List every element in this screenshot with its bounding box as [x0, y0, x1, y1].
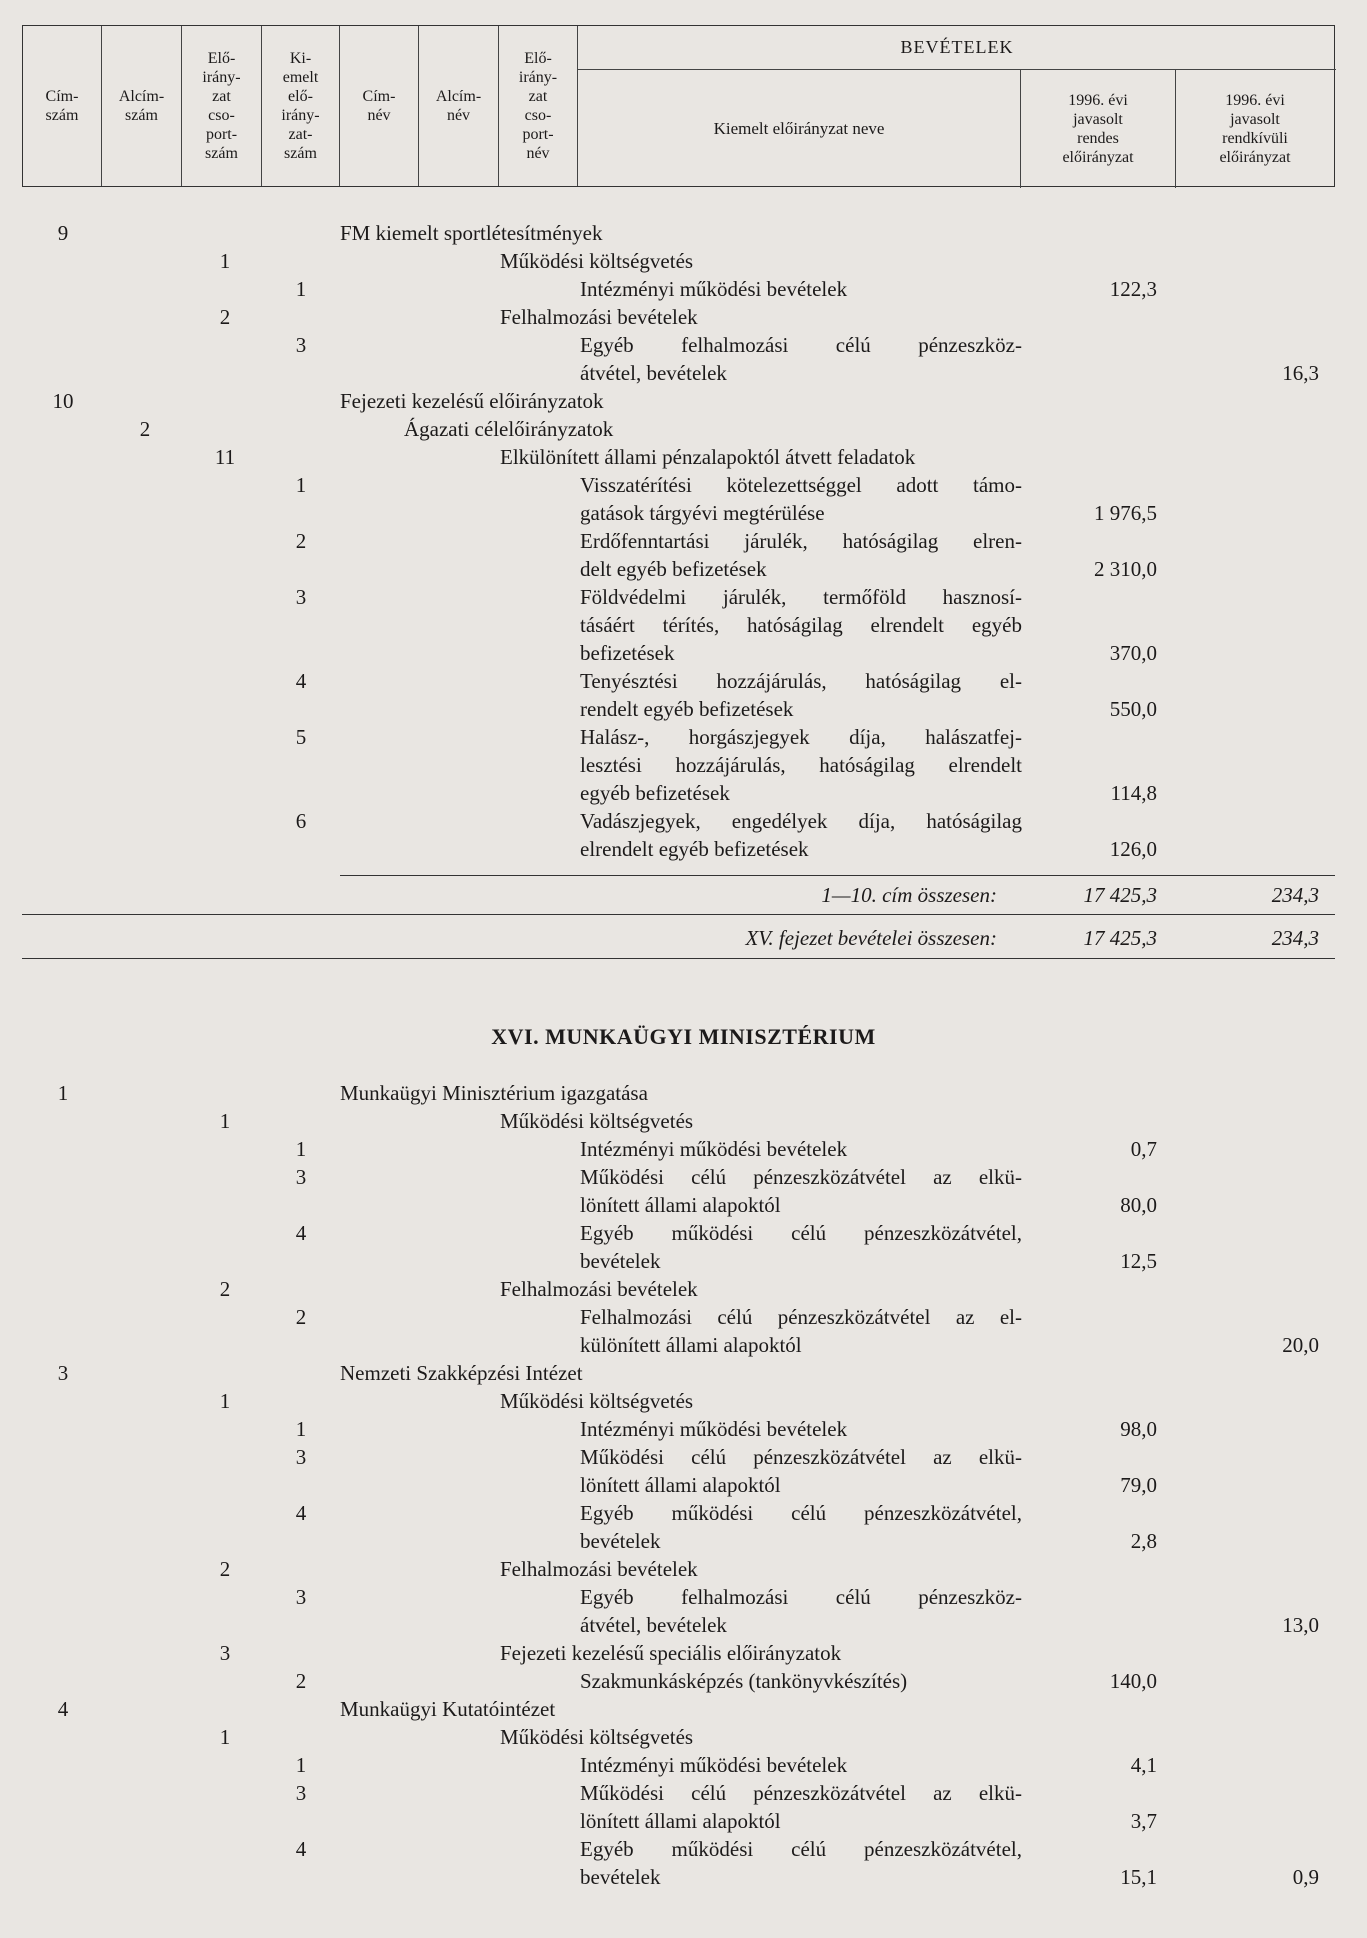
header-eloiranyzat-csoport-nev: Elő- irány- zat cso- port- név [499, 26, 578, 186]
rendes-value: 550,0 [1109, 697, 1157, 721]
rendes-value: 80,0 [1120, 1193, 1157, 1217]
eloiranyzat-csoport-number: 1 [219, 1389, 231, 1413]
header-rendkivuli-eloiranyzat: 1996. évi javasolt rendkívüli előirányzat [1219, 92, 1291, 166]
kiemelt-eloiranyzat-number: 4 [295, 669, 307, 693]
section-title: XVI. MUNKAÜGYI MINISZTÉRIUM [491, 1024, 876, 1049]
header-cim-szam: Cím- szám [23, 26, 102, 186]
alcim-name: Ágazati célelőirányzatok [404, 417, 614, 441]
rendes-value: 114,8 [1110, 781, 1157, 805]
rendes-value: 1 976,5 [1094, 501, 1157, 525]
cim-name: Fejezeti kezelésű előirányzatok [340, 389, 604, 413]
rendkivuli-value: 0,9 [1292, 1865, 1319, 1889]
cim-number: 9 [57, 221, 69, 245]
kiemelt-eloiranyzat-name: átvétel, bevételek [580, 1613, 727, 1637]
eloiranyzat-csoport-number: 3 [219, 1641, 231, 1665]
kiemelt-eloiranyzat-number: 6 [295, 809, 307, 833]
total-rendes: 17 425,3 [1083, 883, 1157, 907]
kiemelt-eloiranyzat-number: 3 [295, 1445, 307, 1469]
kiemelt-eloiranyzat-number: 1 [295, 1753, 307, 1777]
kiemelt-eloiranyzat-name: Intézményi működési bevételek [580, 1753, 848, 1777]
kiemelt-eloiranyzat-name: lesztési hozzájárulás, hatóságilag elrendelt [580, 753, 1022, 777]
kiemelt-eloiranyzat-name: Szakmunkásképzés (tankönyvkészítés) [580, 1669, 908, 1693]
kiemelt-eloiranyzat-number: 4 [295, 1501, 307, 1525]
kiemelt-eloiranyzat-name: bevételek [580, 1249, 661, 1273]
rendes-value: 15,1 [1120, 1865, 1157, 1889]
kiemelt-eloiranyzat-name: bevételek [580, 1529, 661, 1553]
total-rule [22, 914, 1335, 915]
kiemelt-eloiranyzat-name: Földvédelmi járulék, termőföld hasznosí- [580, 585, 1022, 609]
column-header-table [22, 25, 1335, 187]
kiemelt-eloiranyzat-name: Egyéb működési célú pénzeszközátvétel, [580, 1837, 1022, 1861]
eloiranyzat-csoport-name: Elkülönített állami pénzalapoktól átvett feladatok [500, 445, 916, 469]
kiemelt-eloiranyzat-name: Egyéb működési célú pénzeszközátvétel, [580, 1221, 1022, 1245]
cim-name: Munkaügyi Minisztérium igazgatása [340, 1081, 648, 1105]
rendes-value: 0,7 [1130, 1137, 1157, 1161]
kiemelt-eloiranyzat-name: rendelt egyéb befizetések [580, 697, 794, 721]
kiemelt-eloiranyzat-number: 2 [295, 1669, 307, 1693]
header-kiemelt-eloiranyzat-szam: Ki- emelt elő- irány- zat- szám [262, 26, 340, 186]
kiemelt-eloiranyzat-number: 4 [295, 1221, 307, 1245]
kiemelt-eloiranyzat-name: Halász-, horgászjegyek díja, halászatfej- [580, 725, 1022, 749]
kiemelt-eloiranyzat-number: 3 [295, 1781, 307, 1805]
eloiranyzat-csoport-name: Fejezeti kezelésű speciális előirányzatok [500, 1641, 842, 1665]
kiemelt-eloiranyzat-number: 1 [295, 1417, 307, 1441]
rendes-value: 122,3 [1109, 277, 1157, 301]
rendes-value: 126,0 [1109, 837, 1157, 861]
rendes-value: 370,0 [1109, 641, 1157, 665]
kiemelt-eloiranyzat-name: egyéb befizetések [580, 781, 730, 805]
kiemelt-eloiranyzat-name: Egyéb működési célú pénzeszközátvétel, [580, 1501, 1022, 1525]
kiemelt-eloiranyzat-name: bevételek [580, 1865, 661, 1889]
kiemelt-eloiranyzat-name: Intézményi működési bevételek [580, 277, 848, 301]
kiemelt-eloiranyzat-name: Intézményi működési bevételek [580, 1417, 848, 1441]
rendes-value: 79,0 [1120, 1473, 1157, 1497]
eloiranyzat-csoport-name: Működési költségvetés [500, 1389, 694, 1413]
rendkivuli-value: 16,3 [1282, 361, 1319, 385]
header-eloiranyzat-csoport-szam: Elő- irány- zat cso- port- szám [182, 26, 262, 186]
kiemelt-eloiranyzat-name: Vadászjegyek, engedélyek díja, hatóságilag [580, 809, 1022, 833]
eloiranyzat-csoport-number: 2 [219, 1557, 231, 1581]
kiemelt-eloiranyzat-number: 1 [295, 473, 307, 497]
kiemelt-eloiranyzat-name: különített állami alapoktól [580, 1333, 802, 1357]
rendes-value: 98,0 [1120, 1417, 1157, 1441]
kiemelt-eloiranyzat-name: átvétel, bevételek [580, 361, 727, 385]
kiemelt-eloiranyzat-name: Egyéb felhalmozási célú pénzeszköz- [580, 1585, 1022, 1609]
chapter-total-rendes: 17 425,3 [1083, 926, 1157, 950]
kiemelt-eloiranyzat-number: 1 [295, 1137, 307, 1161]
eloiranyzat-csoport-number: 1 [219, 1725, 231, 1749]
header-alcim-nev: Alcím- név [419, 26, 499, 186]
kiemelt-eloiranyzat-name: elrendelt egyéb befizetések [580, 837, 809, 861]
eloiranyzat-csoport-number: 1 [219, 1109, 231, 1133]
rendes-value: 140,0 [1109, 1669, 1157, 1693]
rendes-value: 2,8 [1130, 1529, 1157, 1553]
alcim-number: 2 [139, 417, 151, 441]
kiemelt-eloiranyzat-number: 3 [295, 333, 307, 357]
rendes-value: 12,5 [1120, 1249, 1157, 1273]
rendkivuli-value: 20,0 [1282, 1333, 1319, 1357]
rendes-value: 3,7 [1130, 1809, 1157, 1833]
eloiranyzat-csoport-name: Működési költségvetés [500, 1725, 694, 1749]
eloiranyzat-csoport-number: 2 [219, 305, 231, 329]
kiemelt-eloiranyzat-name: gatások tárgyévi megtérülése [580, 501, 825, 525]
total-rendkivuli: 234,3 [1271, 883, 1319, 907]
kiemelt-eloiranyzat-number: 3 [295, 1165, 307, 1189]
header-alcim-szam: Alcím- szám [102, 26, 182, 186]
kiemelt-eloiranyzat-name: Egyéb felhalmozási célú pénzeszköz- [580, 333, 1022, 357]
kiemelt-eloiranyzat-name: Működési célú pénzeszközátvétel az elkü- [580, 1781, 1022, 1805]
rendkivuli-value: 13,0 [1282, 1613, 1319, 1637]
cim-name: Munkaügyi Kutatóintézet [340, 1697, 556, 1721]
eloiranyzat-csoport-name: Működési költségvetés [500, 1109, 694, 1133]
header-kiemelt-eloiranyzat-neve: Kiemelt előirányzat neve [578, 70, 1021, 188]
kiemelt-eloiranyzat-name: Működési célú pénzeszközátvétel az elkü- [580, 1165, 1022, 1189]
kiemelt-eloiranyzat-number: 1 [295, 277, 307, 301]
header-rendes-eloiranyzat: 1996. évi javasolt rendes előirányzat [1021, 70, 1176, 188]
kiemelt-eloiranyzat-name: Felhalmozási célú pénzeszközátvétel az el- [580, 1305, 1022, 1329]
cim-number: 10 [52, 389, 74, 413]
header-cim-nev: Cím- név [340, 26, 419, 186]
kiemelt-eloiranyzat-number: 4 [295, 1837, 307, 1861]
chapter-total-label: XV. fejezet bevételei összesen: [745, 926, 997, 950]
kiemelt-eloiranyzat-name: lönített állami alapoktól [580, 1473, 781, 1497]
eloiranyzat-csoport-name: Felhalmozási bevételek [500, 1557, 698, 1581]
subtotal-rule [340, 875, 1335, 876]
kiemelt-eloiranyzat-name: befizetések [580, 641, 675, 665]
eloiranyzat-csoport-name: Felhalmozási bevételek [500, 305, 698, 329]
eloiranyzat-csoport-number: 2 [219, 1277, 231, 1301]
cim-name: FM kiemelt sportlétesítmények [340, 221, 603, 245]
eloiranyzat-csoport-number: 11 [214, 445, 236, 469]
cim-number: 3 [57, 1361, 69, 1385]
cim-number: 1 [57, 1081, 69, 1105]
kiemelt-eloiranyzat-name: Visszatérítési kötelezettséggel adott támo- [580, 473, 1022, 497]
kiemelt-eloiranyzat-number: 3 [295, 1585, 307, 1609]
chapter-end-rule [22, 958, 1335, 959]
cim-number: 4 [57, 1697, 69, 1721]
kiemelt-eloiranyzat-number: 3 [295, 585, 307, 609]
eloiranyzat-csoport-name: Felhalmozási bevételek [500, 1277, 698, 1301]
eloiranyzat-csoport-name: Működési költségvetés [500, 249, 694, 273]
total-label: 1—10. cím összesen: [821, 883, 997, 907]
kiemelt-eloiranyzat-name: tásáért térítés, hatóságilag elrendelt egyéb [580, 613, 1022, 637]
header-bevetelek: BEVÉTELEK [578, 26, 1336, 70]
kiemelt-eloiranyzat-name: lönített állami alapoktól [580, 1809, 781, 1833]
chapter-total-rendkivuli: 234,3 [1271, 926, 1319, 950]
kiemelt-eloiranyzat-name: Intézményi működési bevételek [580, 1137, 848, 1161]
kiemelt-eloiranyzat-name: Működési célú pénzeszközátvétel az elkü- [580, 1445, 1022, 1469]
cim-name: Nemzeti Szakképzési Intézet [340, 1361, 583, 1385]
kiemelt-eloiranyzat-number: 5 [295, 725, 307, 749]
kiemelt-eloiranyzat-number: 2 [295, 529, 307, 553]
kiemelt-eloiranyzat-name: lönített állami alapoktól [580, 1193, 781, 1217]
rendes-value: 4,1 [1130, 1753, 1157, 1777]
rendes-value: 2 310,0 [1094, 557, 1157, 581]
kiemelt-eloiranyzat-name: Tenyésztési hozzájárulás, hatóságilag el- [580, 669, 1022, 693]
kiemelt-eloiranyzat-name: delt egyéb befizetések [580, 557, 767, 581]
eloiranyzat-csoport-number: 1 [219, 249, 231, 273]
kiemelt-eloiranyzat-name: Erdőfenntartási járulék, hatóságilag elren- [580, 529, 1022, 553]
kiemelt-eloiranyzat-number: 2 [295, 1305, 307, 1329]
